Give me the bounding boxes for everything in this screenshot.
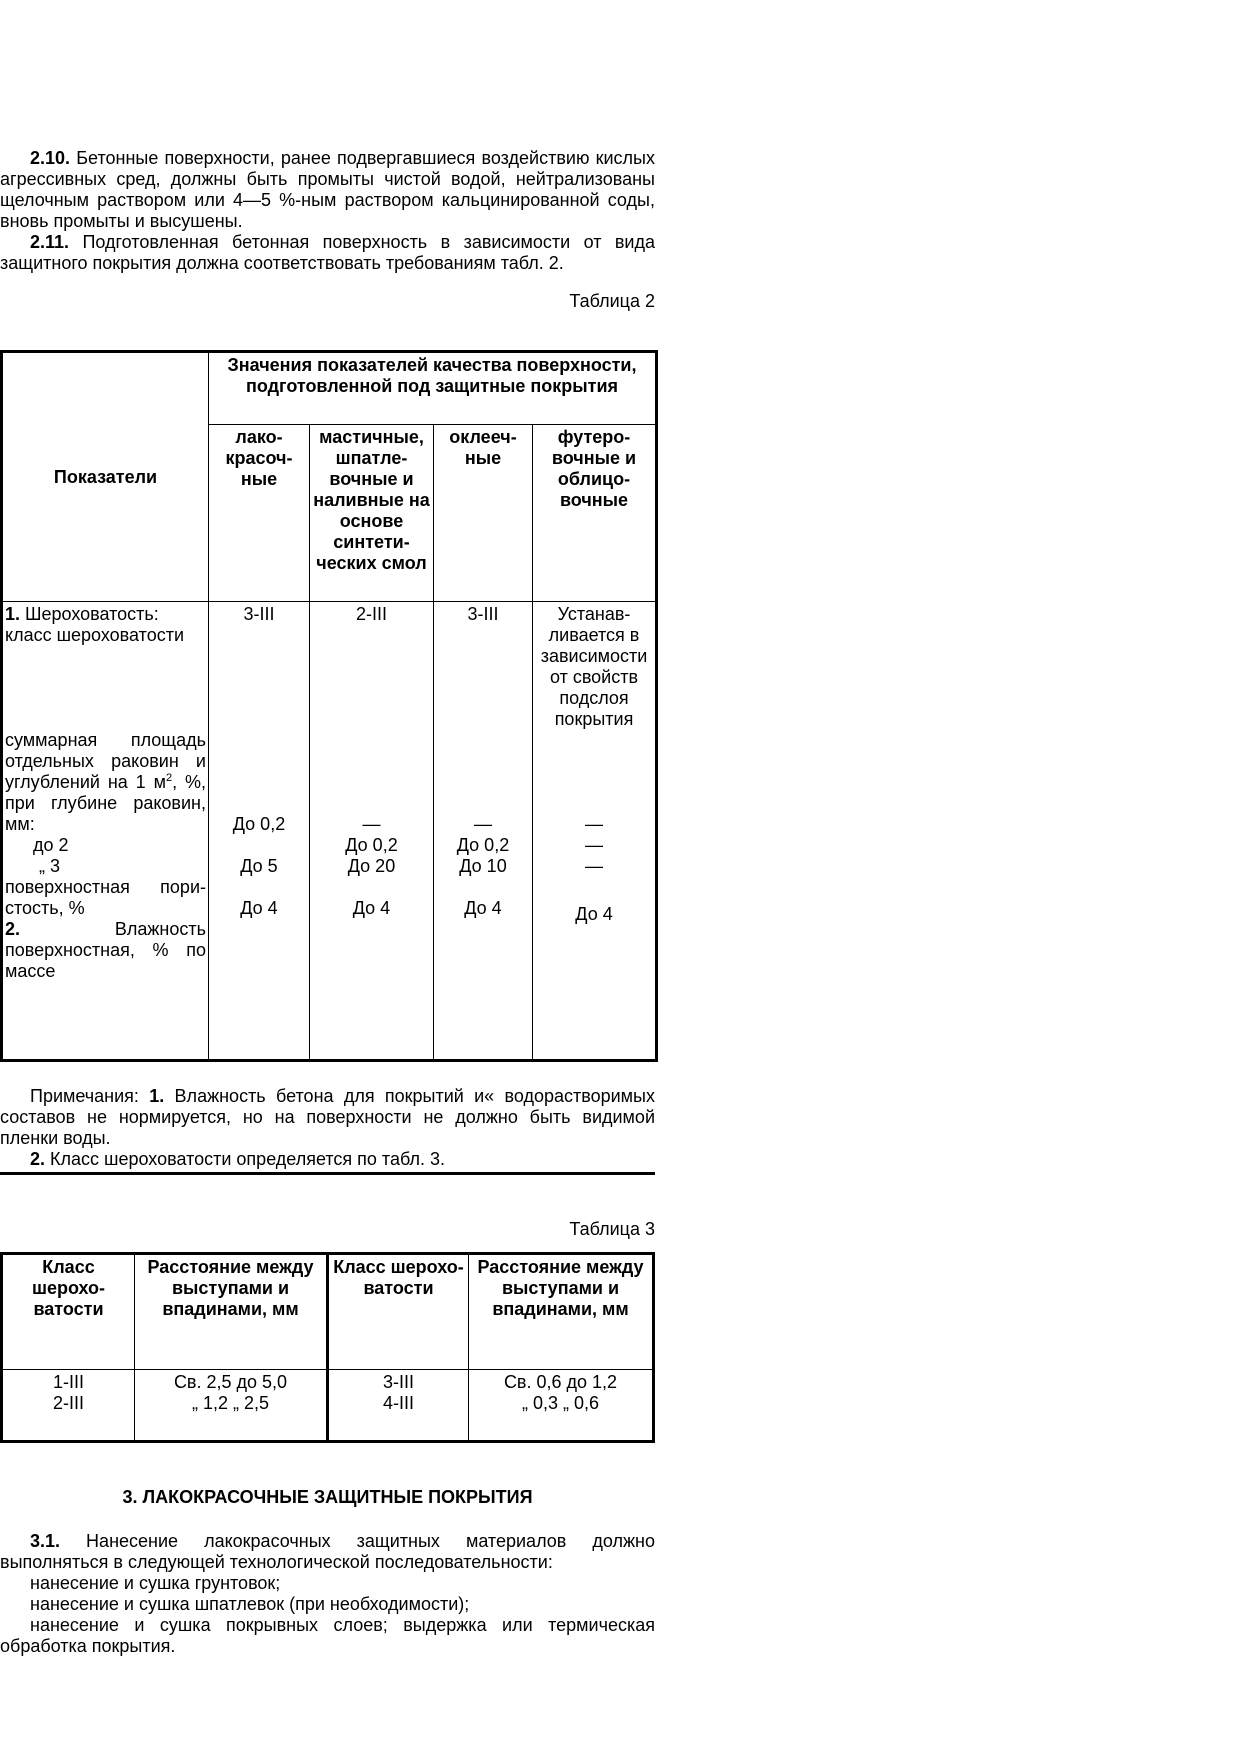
distances-left: Св. 2,5 до 5,0 „ 1,2 „ 2,5 xyxy=(135,1370,328,1442)
header-group: Значения показателей качества поверхности, подготовленной под защитные покрытия xyxy=(209,352,657,425)
paragraph-text: Бетонные поверхности, ранее подвергавшиеся воздействию кислых агрессивных сред, должны быть промыты чистой водой, нейтрализованы щелочным раствором или 4—5 %-ным раствором кальцинированной соды, вновь промыты и высушены. xyxy=(0,148,655,231)
porosity-value: До 20 xyxy=(347,856,396,876)
notes-1: Примечания: 1. Влажность бетона для покрытий и« водорастворимых составов не нормируется, но на поверхности не должно быть видимой пленки воды. xyxy=(0,1086,655,1148)
moisture-value: До 4 xyxy=(464,898,502,918)
depth2-value: — xyxy=(585,814,603,834)
col-glued xyxy=(434,602,533,1061)
table-3 xyxy=(0,1252,655,1443)
depth-2-label: до 2 xyxy=(33,835,69,855)
divider-rule xyxy=(0,1172,655,1175)
header-paint: лако-красоч-ные xyxy=(209,425,310,602)
header-class-left: Класс шерохо-ватости xyxy=(2,1254,135,1370)
table-2-caption: Таблица 2 xyxy=(569,291,655,311)
classes-right: 3-III 4-III xyxy=(328,1370,469,1442)
indicators-cell xyxy=(2,602,209,1061)
notes-2: 2. Класс шероховатости определяется по табл. 3. xyxy=(30,1149,446,1169)
porosity-label: поверхностная пори-стость, % xyxy=(5,877,206,918)
classes-left: 1-III 2-III xyxy=(2,1370,135,1442)
depth3-value: До 0,2 xyxy=(345,835,398,855)
header-mastic: мастичные, шпатле-вочные и наливные на основе синтети-ческих смол xyxy=(310,425,434,602)
moisture-value: До 4 xyxy=(352,898,391,918)
depth-3-label: „ 3 xyxy=(39,856,61,876)
roughness-class-label: класс шероховатости xyxy=(5,625,184,645)
depth2-value: — xyxy=(474,814,492,834)
moisture-value: До 4 xyxy=(575,904,613,924)
col-lining xyxy=(533,602,657,1061)
depth3-value: До 0,2 xyxy=(456,835,510,855)
table-3-caption: Таблица 3 xyxy=(569,1219,655,1239)
header-distance-left: Расстояние между выступами и впадинами, мм xyxy=(135,1254,328,1370)
depth3-value xyxy=(211,835,307,856)
col-paint xyxy=(209,602,310,1061)
depth2-value: — xyxy=(362,814,381,834)
step-3: нанесение и сушка покрывных слоев; выдержка или термическая обработка покрытия. xyxy=(0,1615,655,1656)
paragraph-text: Подготовленная бетонная поверхность в зависимости от вида защитного покрытия должна соответствовать требованиям табл. 2. xyxy=(0,232,655,273)
depth3-value: — xyxy=(585,835,603,855)
header-distance-right: Расстояние между выступами и впадинами, мм xyxy=(469,1254,654,1370)
step-2: нанесение и сушка шпатлевок (при необходимости); xyxy=(30,1594,470,1614)
col-mastic xyxy=(310,602,434,1061)
porosity-value: — xyxy=(585,856,603,876)
roughness-value: 2-III xyxy=(355,604,387,624)
header-class-right: Класс шерохо-ватости xyxy=(328,1254,469,1370)
roughness-value: 3-III xyxy=(243,604,275,624)
document-page xyxy=(0,148,655,1657)
item-moisture: 2. Влажность поверхностная, % по массе xyxy=(5,919,206,981)
roughness-value: Устанав-ливается в зависимости от свойств подслоя покрытия xyxy=(540,604,648,729)
header-lining: футеро-вочные и облицо-вочные xyxy=(533,425,657,602)
porosity-value: До 10 xyxy=(459,856,507,876)
distances-right: Св. 0,6 до 1,2 „ 0,3 „ 0,6 xyxy=(469,1370,654,1442)
section-3-title: 3. ЛАКОКРАСОЧНЫЕ ЗАЩИТНЫЕ ПОКРЫТИЯ xyxy=(122,1487,533,1507)
paragraph-2-11 xyxy=(0,232,655,274)
moisture-value: До 4 xyxy=(240,898,278,918)
header-indicators: Показатели xyxy=(2,352,209,602)
clause-number: 2.11. xyxy=(30,232,70,252)
step-1: нанесение и сушка грунтовок; xyxy=(30,1573,281,1593)
header-glued: оклееч-ные xyxy=(434,425,533,602)
table-2 xyxy=(0,350,658,1062)
clause-number: 2.10. xyxy=(30,148,71,168)
item-roughness: 1. Шероховатость: xyxy=(5,604,159,624)
depth2-value: До 0,2 xyxy=(232,814,286,834)
paragraph-3-1: 3.1. Нанесение лакокрасочных защитных материалов должно выполняться в следующей технологической последовательности: xyxy=(0,1531,655,1572)
paragraph-2-10 xyxy=(0,148,655,232)
porosity-value: До 5 xyxy=(240,856,278,876)
roughness-value: 3-III xyxy=(467,604,499,624)
area-label: суммарная площадь отдельных раковин и углублений на 1 $м^2$, %, при глубине раковин, мм: xyxy=(5,730,206,834)
